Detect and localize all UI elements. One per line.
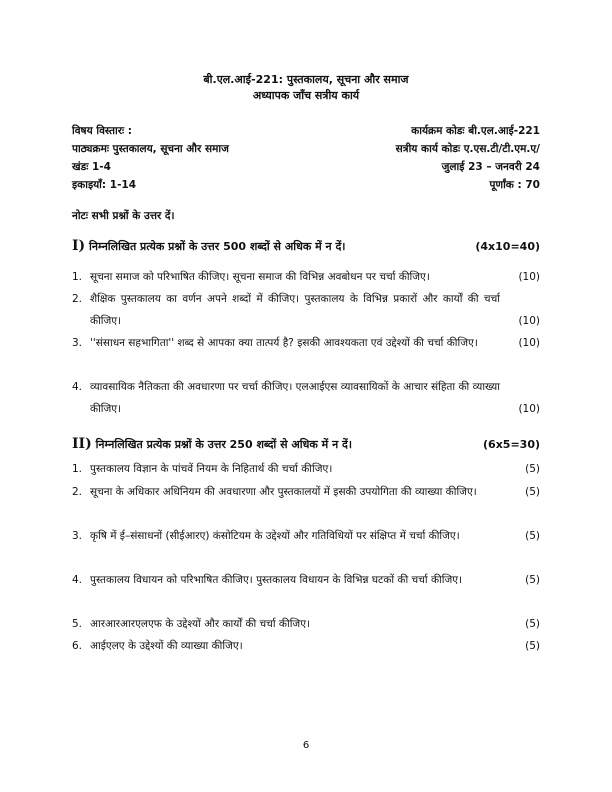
question-item: [72, 525, 540, 547]
meta-course: पाठ्यक्रमः पुस्तकालय, सूचना और समाज: [72, 143, 229, 155]
question-text: आईएलए के उद्देश्यों की व्याख्या कीजिए।: [90, 640, 243, 652]
document-title: बी.एल.आई-221: पुस्तकालय, सूचना और समाज: [203, 73, 409, 86]
question-number: 3.: [72, 337, 83, 349]
question-item: [72, 458, 540, 480]
document-subtitle: अध्यापक जाँच सत्रीय कार्य: [252, 89, 360, 102]
question-marks: (5): [525, 530, 540, 542]
question-marks: (5): [525, 574, 540, 586]
question-text: पुस्तकालय विधायन को परिभाषित कीजिए। पुस्तकालय विधायन के विभिन्न घटकों की चर्चा कीजिए।: [90, 574, 463, 586]
meta-subject: विषय विस्तारः :: [72, 125, 132, 137]
question-text: ''संसाधन सहभागिता'' शब्द से आपका क्या तात्पर्य है? इसकी आवश्यकता एवं उद्देश्यों की चर्चा कीजिए।: [90, 337, 478, 349]
question-text: शैक्षिक पुस्तकालय का वर्णन अपने शब्दों में कीजिए। पुस्तकालय के विभिन्न प्रकारों और कार्यों की चर्चा कीजिए।: [90, 293, 500, 327]
question-marks: (5): [525, 618, 540, 630]
section-marks: (4x10=40): [475, 240, 540, 253]
question-item: [72, 376, 540, 420]
question-item: [72, 635, 540, 657]
question-number: 1.: [72, 271, 83, 283]
question-marks: (5): [525, 486, 540, 498]
question-text: सूचना के अधिकार अधिनियम की अवधारणा और पुस्तकालयों में इसकी उपयोगिता की व्याख्या कीजिए।: [90, 486, 477, 498]
question-marks: (10): [518, 271, 540, 283]
question-number: 5.: [72, 618, 83, 630]
question-number: 4.: [72, 574, 83, 586]
section-heading: [72, 238, 540, 254]
section-heading: [72, 436, 540, 452]
meta-block: खंडः 1-4: [72, 161, 111, 173]
meta-session: जुलाई 23 – जनवरी 24: [441, 161, 540, 173]
meta-assignment-code: सत्रीय कार्य कोडः ए.एस.टी/टी.एम.ए/: [395, 143, 540, 155]
question-number: 2.: [72, 293, 83, 305]
section-instruction: निम्नलिखित प्रत्येक प्रश्नों के उत्तर 500 शब्दों से अधिक में न दें।: [89, 240, 346, 253]
note: नोटः सभी प्रश्नों के उत्तर दें।: [72, 210, 175, 222]
question-marks: (5): [525, 463, 540, 475]
question-text: व्यावसायिक नैतिकता की अवधारणा पर चर्चा कीजिए। एलआईएस व्यावसायिकों के आचार संहिता की व्याख्या कीजिए।: [90, 381, 500, 415]
question-number: 3.: [72, 530, 83, 542]
meta-max-marks: पूर्णांक : 70: [489, 179, 540, 191]
question-marks: (10): [518, 403, 540, 415]
page-number: 6: [302, 740, 310, 751]
section-roman: I): [72, 238, 86, 254]
question-item: [72, 613, 540, 635]
question-number: 6.: [72, 640, 83, 652]
question-marks: (10): [518, 315, 540, 327]
question-marks: (5): [525, 640, 540, 652]
question-number: 1.: [72, 463, 83, 475]
question-item: [72, 569, 540, 591]
question-text: आरआरआरएलएफ के उद्देश्यों और कार्यों की चर्चा कीजिए।: [90, 618, 310, 630]
section-marks: (6x5=30): [483, 438, 540, 451]
meta-units: इकाइयाँ: 1-14: [72, 179, 137, 191]
question-marks: (10): [518, 337, 540, 349]
question-text: सूचना समाज को परिभाषित कीजिए। सूचना समाज की विभिन्न अवबोधन पर चर्चा कीजिए।: [90, 271, 430, 283]
question-item: [72, 288, 540, 332]
section-roman: II): [72, 436, 92, 452]
question-text: पुस्तकालय विज्ञान के पांचवें नियम के निहितार्थ की चर्चा कीजिए।: [90, 463, 333, 475]
question-item: [72, 332, 540, 354]
question-text: कृषि में ई–संसाधनों (सीईआरए) कंसोटियम के उद्देश्यों और गतिविधियों पर संक्षिप्त में चर्चा कीजिए।: [90, 530, 460, 542]
question-item: [72, 481, 540, 503]
meta-programme-code: कार्यक्रम कोडः बी.एल.आई-221: [411, 125, 540, 137]
question-item: [72, 266, 540, 288]
section-instruction: निम्नलिखित प्रत्येक प्रश्नों के उत्तर 250 शब्दों से अधिक में न दें।: [95, 438, 353, 451]
question-number: 4.: [72, 381, 83, 393]
question-number: 2.: [72, 486, 83, 498]
